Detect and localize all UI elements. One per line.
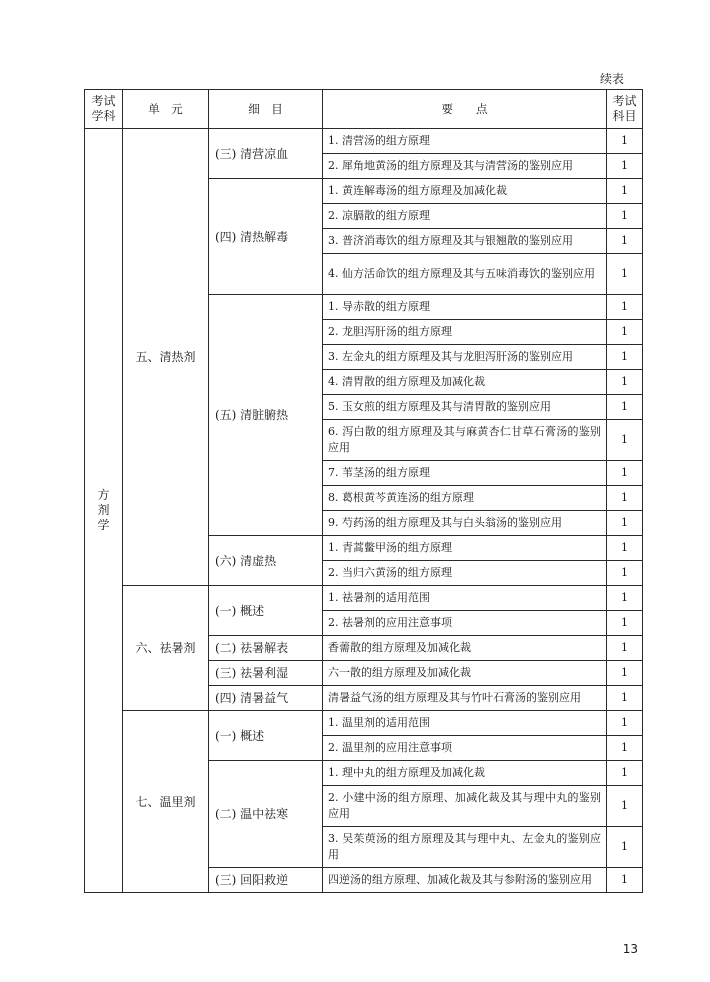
point-cell: 3. 左金丸的组方原理及其与龙胆泻肝汤的鉴别应用	[323, 345, 607, 370]
level-cell: 1	[607, 486, 643, 511]
level-cell: 1	[607, 154, 643, 179]
detail-cell: (三) 祛暑利湿	[209, 661, 323, 686]
point-cell: 香薷散的组方原理及加减化裁	[323, 636, 607, 661]
level-cell: 1	[607, 868, 643, 893]
detail-cell: (二) 温中祛寒	[209, 761, 323, 868]
header-subject: 考试学科	[85, 90, 123, 129]
point-cell: 1. 青蒿鳖甲汤的组方原理	[323, 536, 607, 561]
unit-cell: 七、温里剂	[123, 711, 209, 893]
point-cell: 1. 祛暑剂的适用范围	[323, 586, 607, 611]
level-cell: 1	[607, 204, 643, 229]
detail-cell: (六) 清虚热	[209, 536, 323, 586]
level-cell: 1	[607, 395, 643, 420]
page-number: 13	[622, 942, 638, 956]
detail-cell: (三) 清营凉血	[209, 129, 323, 179]
detail-cell: (四) 清暑益气	[209, 686, 323, 711]
point-cell: 5. 玉女煎的组方原理及其与清胃散的鉴别应用	[323, 395, 607, 420]
detail-cell: (一) 概述	[209, 711, 323, 761]
level-cell: 1	[607, 686, 643, 711]
point-cell: 3. 吴茱萸汤的组方原理及其与理中丸、左金丸的鉴别应用	[323, 827, 607, 868]
detail-cell: (四) 清热解毒	[209, 179, 323, 295]
level-cell: 1	[607, 611, 643, 636]
point-cell: 2. 小建中汤的组方原理、加减化裁及其与理中丸的鉴别应用	[323, 786, 607, 827]
header-detail: 细 目	[209, 90, 323, 129]
point-cell: 2. 祛暑剂的应用注意事项	[323, 611, 607, 636]
point-cell: 7. 苇茎汤的组方原理	[323, 461, 607, 486]
level-cell: 1	[607, 827, 643, 868]
point-cell: 4. 仙方活命饮的组方原理及其与五味消毒饮的鉴别应用	[323, 254, 607, 295]
level-cell: 1	[607, 636, 643, 661]
level-cell: 1	[607, 736, 643, 761]
level-cell: 1	[607, 420, 643, 461]
level-cell: 1	[607, 511, 643, 536]
level-cell: 1	[607, 536, 643, 561]
header-points: 要 点	[323, 90, 607, 129]
level-cell: 1	[607, 661, 643, 686]
level-cell: 1	[607, 561, 643, 586]
point-cell: 清暑益气汤的组方原理及其与竹叶石膏汤的鉴别应用	[323, 686, 607, 711]
point-cell: 4. 清胃散的组方原理及加减化裁	[323, 370, 607, 395]
point-cell: 1. 温里剂的适用范围	[323, 711, 607, 736]
point-cell: 9. 芍药汤的组方原理及其与白头翁汤的鉴别应用	[323, 511, 607, 536]
point-cell: 2. 当归六黄汤的组方原理	[323, 561, 607, 586]
unit-cell: 六、祛暑剂	[123, 586, 209, 711]
level-cell: 1	[607, 461, 643, 486]
point-cell: 2. 凉膈散的组方原理	[323, 204, 607, 229]
level-cell: 1	[607, 320, 643, 345]
point-cell: 1. 清营汤的组方原理	[323, 129, 607, 154]
table-row	[85, 711, 643, 736]
detail-cell: (三) 回阳救逆	[209, 868, 323, 893]
detail-cell: (五) 清脏腑热	[209, 295, 323, 536]
point-cell: 六一散的组方原理及加减化裁	[323, 661, 607, 686]
point-cell: 2. 温里剂的应用注意事项	[323, 736, 607, 761]
level-cell: 1	[607, 761, 643, 786]
unit-cell: 五、清热剂	[123, 129, 209, 586]
point-cell: 2. 犀角地黄汤的组方原理及其与清营汤的鉴别应用	[323, 154, 607, 179]
table-row	[85, 129, 643, 154]
header-row	[85, 90, 643, 129]
level-cell: 1	[607, 129, 643, 154]
detail-cell: (一) 概述	[209, 586, 323, 636]
point-cell: 6. 泻白散的组方原理及其与麻黄杏仁甘草石膏汤的鉴别应用	[323, 420, 607, 461]
header-level: 考试科目	[607, 90, 643, 129]
level-cell: 1	[607, 295, 643, 320]
level-cell: 1	[607, 254, 643, 295]
point-cell: 3. 普济消毒饮的组方原理及其与银翘散的鉴别应用	[323, 229, 607, 254]
level-cell: 1	[607, 345, 643, 370]
point-cell: 1. 理中丸的组方原理及加减化裁	[323, 761, 607, 786]
table-body	[85, 129, 643, 893]
level-cell: 1	[607, 179, 643, 204]
level-cell: 1	[607, 370, 643, 395]
point-cell: 8. 葛根黄芩黄连汤的组方原理	[323, 486, 607, 511]
level-cell: 1	[607, 586, 643, 611]
level-cell: 1	[607, 786, 643, 827]
subject-cell: 方剂学	[85, 129, 123, 893]
point-cell: 1. 黄连解毒汤的组方原理及加减化裁	[323, 179, 607, 204]
continued-label: 续表	[599, 72, 624, 86]
point-cell: 1. 导赤散的组方原理	[323, 295, 607, 320]
detail-cell: (二) 祛暑解表	[209, 636, 323, 661]
syllabus-table	[84, 89, 643, 893]
level-cell: 1	[607, 229, 643, 254]
header-unit: 单 元	[123, 90, 209, 129]
point-cell: 四逆汤的组方原理、加减化裁及其与参附汤的鉴别应用	[323, 868, 607, 893]
table-row	[85, 586, 643, 611]
level-cell: 1	[607, 711, 643, 736]
point-cell: 2. 龙胆泻肝汤的组方原理	[323, 320, 607, 345]
